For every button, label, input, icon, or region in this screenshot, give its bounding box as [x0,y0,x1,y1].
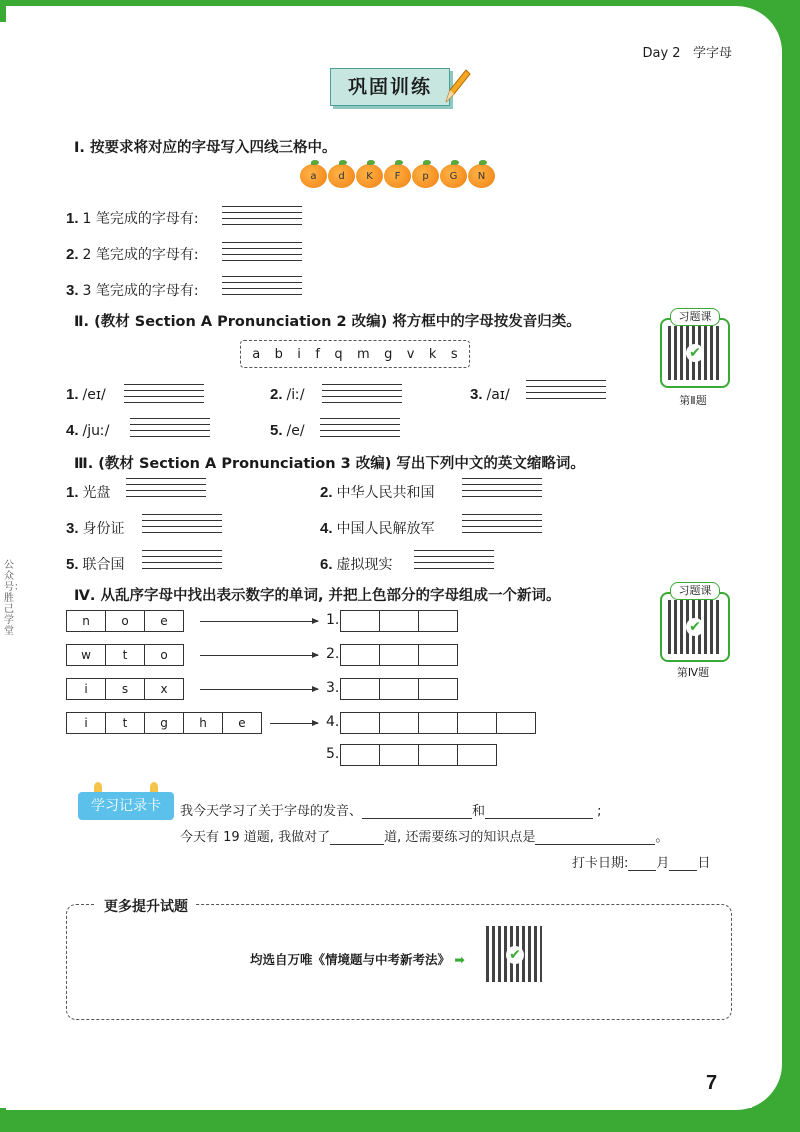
arrow-right-icon: ➡ [450,952,465,967]
fruit-letter: F [384,164,411,188]
qr-code-ii[interactable] [660,310,730,388]
arrow-icon [200,655,318,656]
section4-title: Ⅳ. 从乱序字母中找出表示数字的单词, 并把上色部分的字母组成一个新词。 [74,588,561,604]
page-number: 7 [706,1072,718,1094]
fruit-letter: d [328,164,355,188]
pencil-icon [440,66,472,106]
side-watermark: 公众号：胜己学堂 [4,560,24,637]
answer-boxes[interactable] [340,744,497,766]
writing-lines[interactable] [222,242,302,261]
check-icon: ✔ [506,946,524,964]
s2-item-2: 2. /iː/ [270,386,305,403]
record-line-2: 今天有 19 道题, 我做对了 道, 还需要练习的知识点是 。 [180,830,669,845]
s1-item-1: 1. 1 笔完成的字母有: [66,210,199,227]
banner-title: 巩固训练 [330,68,450,106]
writing-lines[interactable] [222,206,302,225]
letter-box: a b i f q m g v k s [240,340,470,368]
qr-caption-iv: 第Ⅳ题 [676,666,710,679]
qr-code-more[interactable] [484,924,544,984]
writing-lines[interactable] [462,514,542,533]
fruit-letter-row [300,164,495,188]
writing-lines[interactable] [462,478,542,497]
section2-title: Ⅱ. (教材 Section A Pronunciation 2 改编) 将方框中的字母按发音归类。 [74,314,581,330]
writing-lines[interactable] [126,478,206,497]
qr-caption-ii: 第Ⅱ题 [679,394,707,407]
s2-item-4: 4. /juː/ [66,422,110,439]
checkin-date: 打卡日期: 月 日 [572,856,711,871]
s3-item-2: 2. 中华人民共和国 [320,484,435,501]
s4-num-2: 2. [326,646,340,662]
s1-item-2: 2. 2 笔完成的字母有: [66,246,199,263]
s2-item-5: 5. /e/ [270,422,305,439]
writing-lines[interactable] [320,418,400,437]
s1-item-3: 3. 3 笔完成的字母有: [66,282,199,299]
scrambled-letters: i t g h e [66,712,262,734]
qr-tag: 习题课 [670,582,720,600]
fill-blank[interactable] [628,856,656,871]
fill-blank[interactable] [535,830,655,845]
scrambled-letters: i s x [66,678,184,700]
fill-blank[interactable] [362,804,472,819]
writing-lines[interactable] [526,380,606,399]
record-card-tag: 学习记录卡 [78,792,174,820]
fruit-letter: G [440,164,467,188]
fill-blank[interactable] [485,804,593,819]
qr-tag: 习题课 [670,308,720,326]
fruit-letter: a [300,164,327,188]
writing-lines[interactable] [142,514,222,533]
arrow-icon [200,689,318,690]
writing-lines[interactable] [142,550,222,569]
page-header [643,42,733,61]
arrow-icon [270,723,318,724]
writing-lines[interactable] [130,418,210,437]
s3-item-3: 3. 身份证 [66,520,125,537]
scrambled-letters: w t o [66,644,184,666]
s2-item-3: 3. /aɪ/ [470,386,510,403]
s3-item-6: 6. 虚拟现实 [320,556,393,573]
s4-num-3: 3. [326,680,340,696]
writing-lines[interactable] [414,550,494,569]
more-practice-title: 更多提升试题 [96,896,196,916]
answer-boxes[interactable] [340,678,458,700]
s2-item-1: 1. /eɪ/ [66,386,106,403]
s4-num-5: 5. [326,746,340,762]
scrambled-letters: n o e [66,610,184,632]
s3-item-1: 1. 光盘 [66,484,111,501]
header-day: Day 2 [642,46,681,61]
s4-num-1: 1. [326,612,340,628]
more-practice-text: 均选自万唯《情境题与中考新考法》 ➡ [250,952,465,967]
qr-code-iv[interactable] [660,584,730,662]
fill-blank[interactable] [669,856,697,871]
section1-title: Ⅰ. 按要求将对应的字母写入四线三格中。 [74,140,337,156]
pin-icon [150,782,158,792]
fruit-letter: N [468,164,495,188]
check-icon: ✔ [686,618,704,636]
writing-lines[interactable] [222,276,302,295]
check-icon: ✔ [686,344,704,362]
arrow-icon [200,621,318,622]
fill-blank[interactable] [330,830,384,845]
answer-boxes[interactable] [340,610,458,632]
answer-boxes[interactable] [340,712,536,734]
s4-num-4: 4. [326,714,340,730]
record-line-1: 我今天学习了关于字母的发音、 和 ; [180,804,602,819]
section3-title: Ⅲ. (教材 Section A Pronunciation 3 改编) 写出下列中文的英文缩略词。 [74,456,585,472]
writing-lines[interactable] [322,384,402,403]
answer-boxes[interactable] [340,644,458,666]
s3-item-5: 5. 联合国 [66,556,125,573]
fruit-letter: K [356,164,383,188]
bottom-border [0,1108,800,1132]
fruit-letter: p [412,164,439,188]
writing-lines[interactable] [124,384,204,403]
header-topic: 学字母 [692,46,732,61]
s3-item-4: 4. 中国人民解放军 [320,520,435,537]
pin-icon [94,782,102,792]
